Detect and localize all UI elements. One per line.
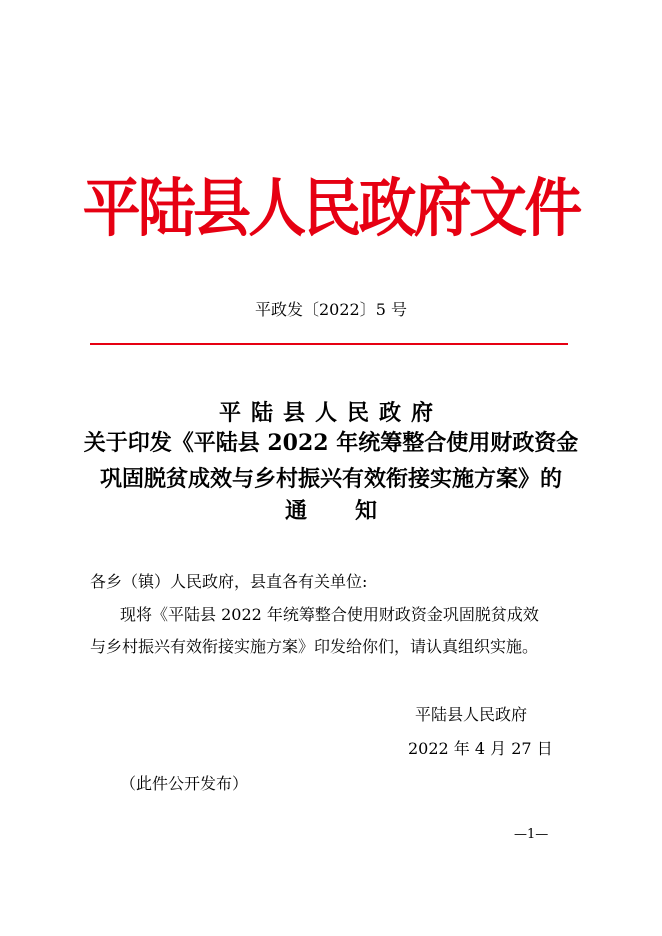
- body-paragraph-line-2: 与乡村振兴有效衔接实施方案》印发给你们，请认真组织实施。: [90, 637, 539, 656]
- title-line-3: 巩固脱贫成效与乡村振兴有效衔接实施方案》的: [99, 466, 562, 492]
- title-issuer: 平陆县人民政府: [218, 400, 443, 426]
- signature-date: 2022 年 4 月 27 日: [408, 739, 553, 758]
- signature-issuer: 平陆县人民政府: [415, 705, 528, 724]
- title-line-2: 关于印发《平陆县 2022 年统筹整合使用财政资金: [83, 430, 579, 456]
- document-masthead: 平陆县人民政府文件: [82, 171, 580, 245]
- body-paragraph-line-1: 现将《平陆县 2022 年统筹整合使用财政资金巩固脱贫成效: [120, 605, 539, 624]
- page-number: —1—: [514, 827, 549, 842]
- red-divider-line: [90, 343, 568, 345]
- document-number: 平政发〔2022〕5 号: [255, 300, 407, 319]
- title-notice: 通知: [284, 498, 425, 524]
- salutation: 各乡（镇）人民政府，县直各有关单位:: [90, 572, 368, 591]
- public-release-note: （此件公开发布）: [120, 774, 249, 793]
